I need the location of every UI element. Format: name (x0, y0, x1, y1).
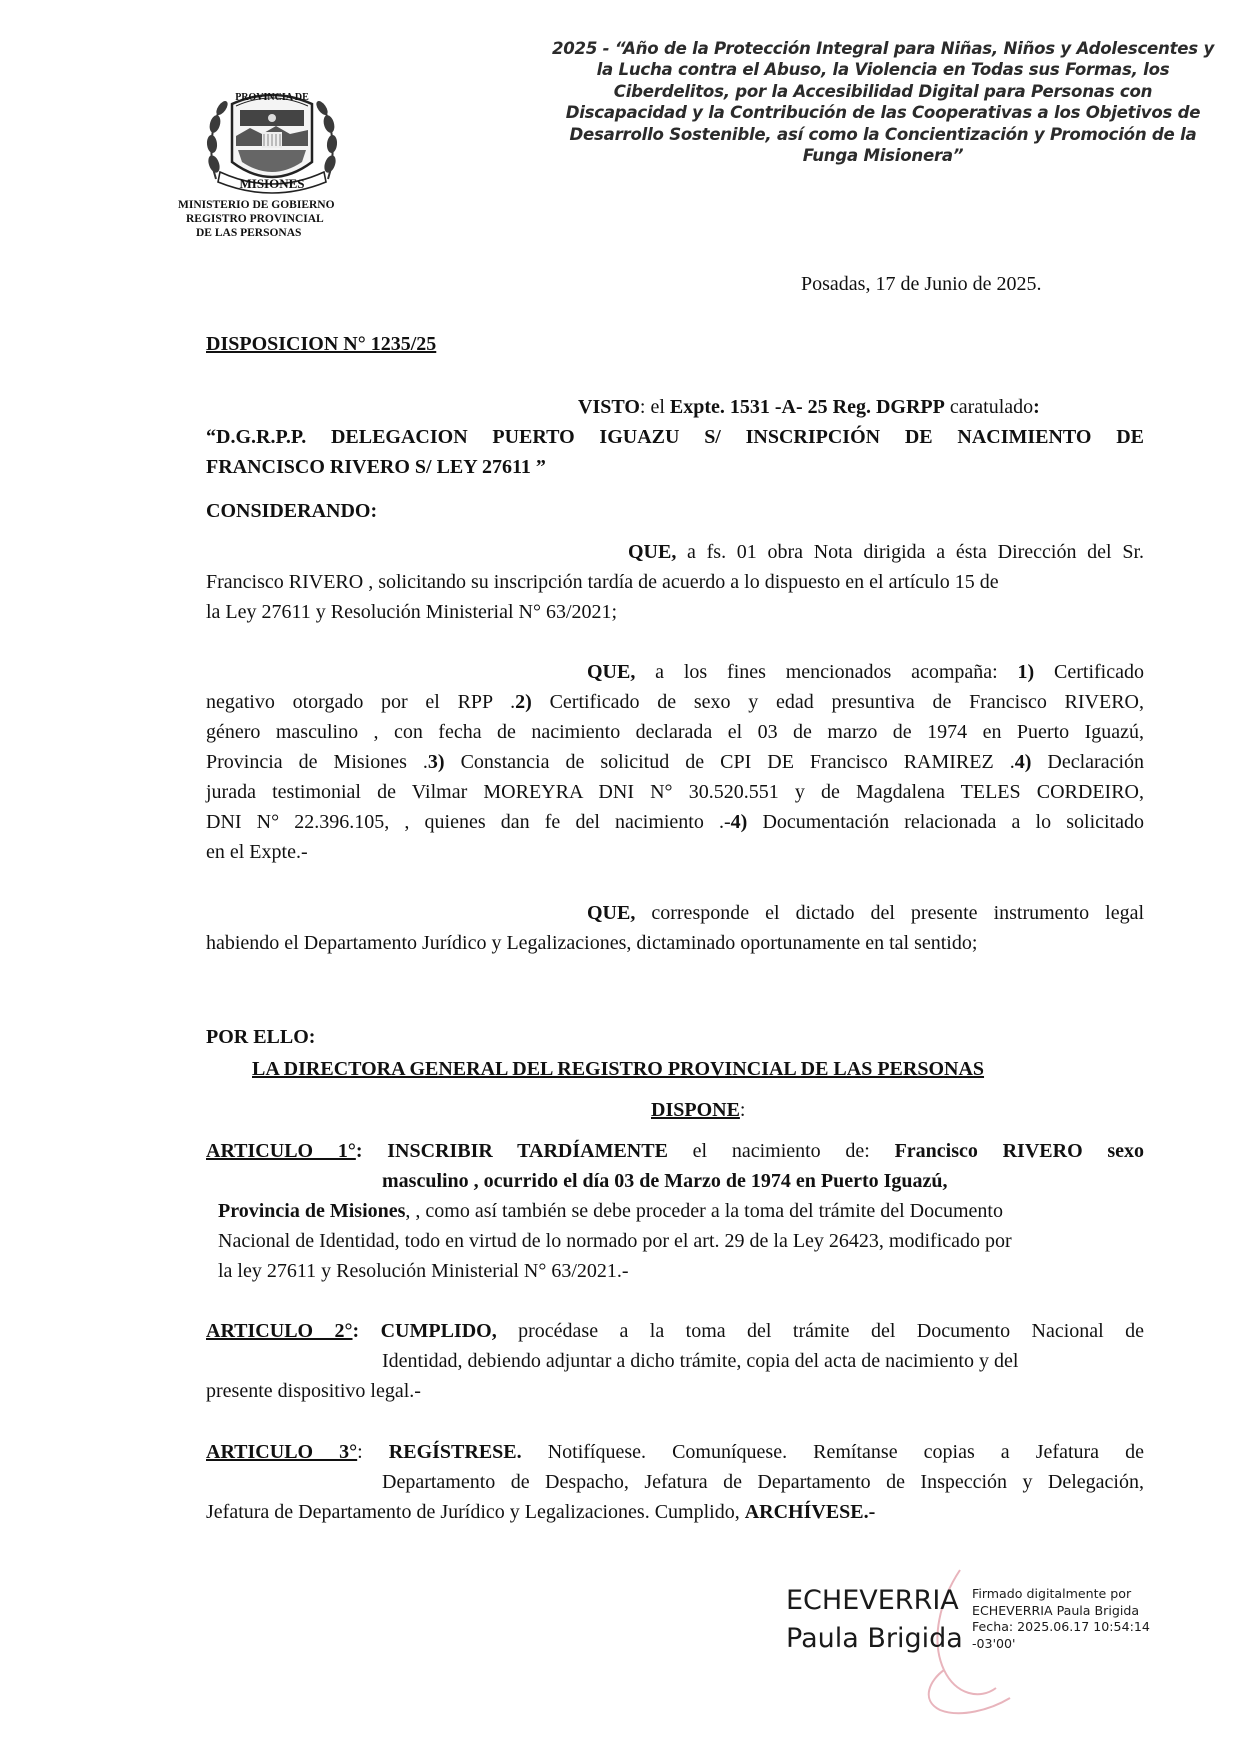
signature-info-line: -03'00' (972, 1635, 1016, 1651)
paragraph-text: Documentación relacionada a lo solicitado (747, 811, 1144, 833)
visto-colon: : (1033, 396, 1040, 418)
signer-name-line: ECHEVERRIA (786, 1585, 959, 1616)
paragraph-text: DNI N° 22.396.105, , quienes dan fe del nacimiento .- (206, 811, 731, 833)
que-paragraph-2-line (206, 747, 1144, 777)
article-label: ARTICULO 2° (206, 1320, 353, 1342)
article-1-line: Nacional de Identidad, todo en virtud de lo normado por el art. 29 de la Ley 26423, modificado por (218, 1230, 1012, 1252)
article-text: Jefatura de Departamento de Jurídico y Legalizaciones. Cumplido, (206, 1501, 745, 1523)
que-paragraph-1-line: la Ley 27611 y Resolución Ministerial N° 63/2021; (206, 601, 618, 623)
paragraph-text: negativo otorgado por el RPP . (206, 691, 516, 713)
article-colon: : (352, 1320, 360, 1342)
expediente-number: Expte. 1531 -A- 25 Reg. DGRPP (669, 396, 945, 418)
que-paragraph-3-line (587, 898, 1144, 928)
dispone-colon: : (739, 1099, 746, 1121)
disposition-title: DISPOSICION N° 1235/25 (206, 333, 437, 355)
motto-line: Desarrollo Sostenible, así como la Concientización y Promoción de la (569, 124, 1197, 144)
article-text: Notifíquese. Comuníquese. Remítanse copias a Jefatura de (521, 1441, 1144, 1463)
article-text: el nacimiento de: (667, 1140, 895, 1162)
motto-line: 2025 - “Año de la Protección Integral para Niñas, Niños y Adolescentes y (551, 39, 1215, 58)
signature-info-line: ECHEVERRIA Paula Brigida (972, 1602, 1140, 1618)
ministry-line: REGISTRO PROVINCIAL (186, 213, 324, 225)
article-label: ARTICULO 1° (206, 1140, 356, 1162)
directora-heading: LA DIRECTORA GENERAL DEL REGISTRO PROVINCIAL DE LAS PERSONAS (252, 1058, 985, 1080)
que-paragraph-2-line: género masculino , con fecha de nacimiento declarada el 03 de marzo de 1974 en Puerto Iguazú, (206, 721, 1144, 743)
article-closing: ARCHÍVESE.- (744, 1501, 876, 1523)
case-title-line: “D.G.R.P.P. DELEGACION PUERTO IGUAZU S/ INSCRIPCIÓN DE NACIMIENTO DE (206, 426, 1144, 448)
article-action: CUMPLIDO, (359, 1320, 497, 1342)
place-date: Posadas, 17 de Junio de 2025. (801, 273, 1042, 295)
article-2-line (206, 1316, 1144, 1346)
article-action: REGÍSTRESE. (362, 1441, 522, 1463)
visto-line (578, 392, 1144, 422)
motto-line: Ciberdelitos, por la Accesibilidad Digital para Personas con (613, 81, 1153, 101)
ministry-line: MINISTERIO DE GOBIERNO (178, 199, 335, 211)
paragraph-text: Certificado (1034, 661, 1144, 683)
dispone-label: DISPONE (651, 1099, 740, 1121)
que-paragraph-3-line: habiendo el Departamento Jurídico y Legalizaciones, dictaminado oportunamente en tal sentido; (206, 932, 978, 954)
paragraph-text: a los fines mencionados acompaña: (635, 661, 1018, 683)
signer-name-line: Paula Brigida (786, 1623, 963, 1654)
article-3-line (206, 1497, 1144, 1527)
article-action: INSCRIBIR TARDÍAMENTE (362, 1140, 668, 1162)
ministry-line: DE LAS PERSONAS (196, 227, 302, 239)
digital-signature-info (972, 1586, 1150, 1652)
provincia-de-misiones-seal (206, 84, 338, 196)
article-place: Provincia de Misiones (218, 1200, 406, 1222)
article-1-line: la ley 27611 y Resolución Ministerial N° 63/2021.- (218, 1260, 629, 1282)
paragraph-text: Constancia de solicitud de CPI DE Francisco RAMIREZ . (444, 751, 1015, 773)
que-paragraph-2-line (206, 807, 1144, 837)
que-paragraph-1-line: Francisco RIVERO , solicitando su inscripción tardía de acuerdo a lo dispuesto en el artículo 15 de (206, 571, 999, 593)
item-number: 2) (515, 691, 532, 713)
article-3-line: Departamento de Despacho, Jefatura de Departamento de Inspección y Delegación, (382, 1471, 1144, 1493)
article-text: procédase a la toma del trámite del Documento Nacional de (496, 1320, 1145, 1342)
article-colon: : (355, 1140, 363, 1162)
motto-line: la Lucha contra el Abuso, la Violencia en Todas sus Formas, los (596, 60, 1170, 80)
signer-name (786, 1582, 963, 1658)
item-number: 3) (427, 751, 445, 773)
que-label: QUE, (628, 541, 677, 563)
article-3-line (206, 1437, 1144, 1467)
article-subject: Francisco RIVERO sexo (894, 1140, 1145, 1162)
article-2-line: presente dispositivo legal.- (206, 1380, 421, 1402)
item-number: 1) (1017, 661, 1035, 683)
article-1-line (206, 1136, 1144, 1166)
case-title-line: FRANCISCO RIVERO S/ LEY 27611 ” (206, 456, 546, 478)
que-paragraph-2-line: jurada testimonial de Vilmar MOREYRA DNI N° 30.520.551 y de Magdalena TELES CORDEIRO, (206, 781, 1144, 803)
article-1-line: masculino , ocurrido el día 03 de Marzo de 1974 en Puerto Iguazú, (382, 1170, 948, 1192)
ministry-heading (178, 198, 335, 240)
item-number: 4) (1014, 751, 1032, 773)
paragraph-text: corresponde el dictado del presente instrumento legal (635, 902, 1144, 924)
paragraph-text: Declaración (1031, 751, 1145, 773)
que-paragraph-2-line: en el Expte.- (206, 841, 308, 863)
visto-text: : el (639, 396, 670, 418)
visto-text: caratulado (944, 396, 1034, 418)
motto-line: Discapacidad y la Contribución de las Cooperativas a los Objetivos de (565, 103, 1201, 123)
article-colon: : (357, 1441, 363, 1463)
considerando-heading: CONSIDERANDO: (206, 500, 378, 522)
dispone-heading (651, 1095, 745, 1125)
que-paragraph-2-line (587, 657, 1144, 687)
signature-info-line: Firmado digitalmente por (972, 1586, 1132, 1601)
signature-info-line: Fecha: 2025.06.17 10:54:14 (972, 1619, 1150, 1634)
paragraph-text: Certificado de sexo y edad presuntiva de Francisco RIVERO, (531, 691, 1144, 713)
que-paragraph-2-line (206, 687, 1144, 717)
que-label: QUE, (587, 661, 636, 683)
year-motto (540, 38, 1226, 166)
article-label: ARTICULO 3° (206, 1441, 358, 1463)
seal-bottom-text: MISIONES (239, 176, 305, 191)
que-paragraph-1-line (628, 537, 1144, 567)
article-2-line: Identidad, debiendo adjuntar a dicho trámite, copia del acta de nacimiento y del (382, 1350, 1019, 1372)
por-ello-heading: POR ELLO: (206, 1026, 316, 1048)
paragraph-text: a fs. 01 obra Nota dirigida a ésta Dirección del Sr. (676, 541, 1144, 563)
article-1-line (218, 1196, 1003, 1226)
motto-line: Funga Misionera” (802, 146, 964, 166)
article-text: , , como así también se debe proceder a la toma del trámite del Documento (405, 1200, 1003, 1222)
item-number: 4) (730, 811, 748, 833)
seal-top-text: PROVINCIA DE (235, 92, 309, 103)
que-label: QUE, (587, 902, 636, 924)
paragraph-text: Provincia de Misiones . (206, 751, 428, 773)
visto-label: VISTO (578, 396, 640, 418)
